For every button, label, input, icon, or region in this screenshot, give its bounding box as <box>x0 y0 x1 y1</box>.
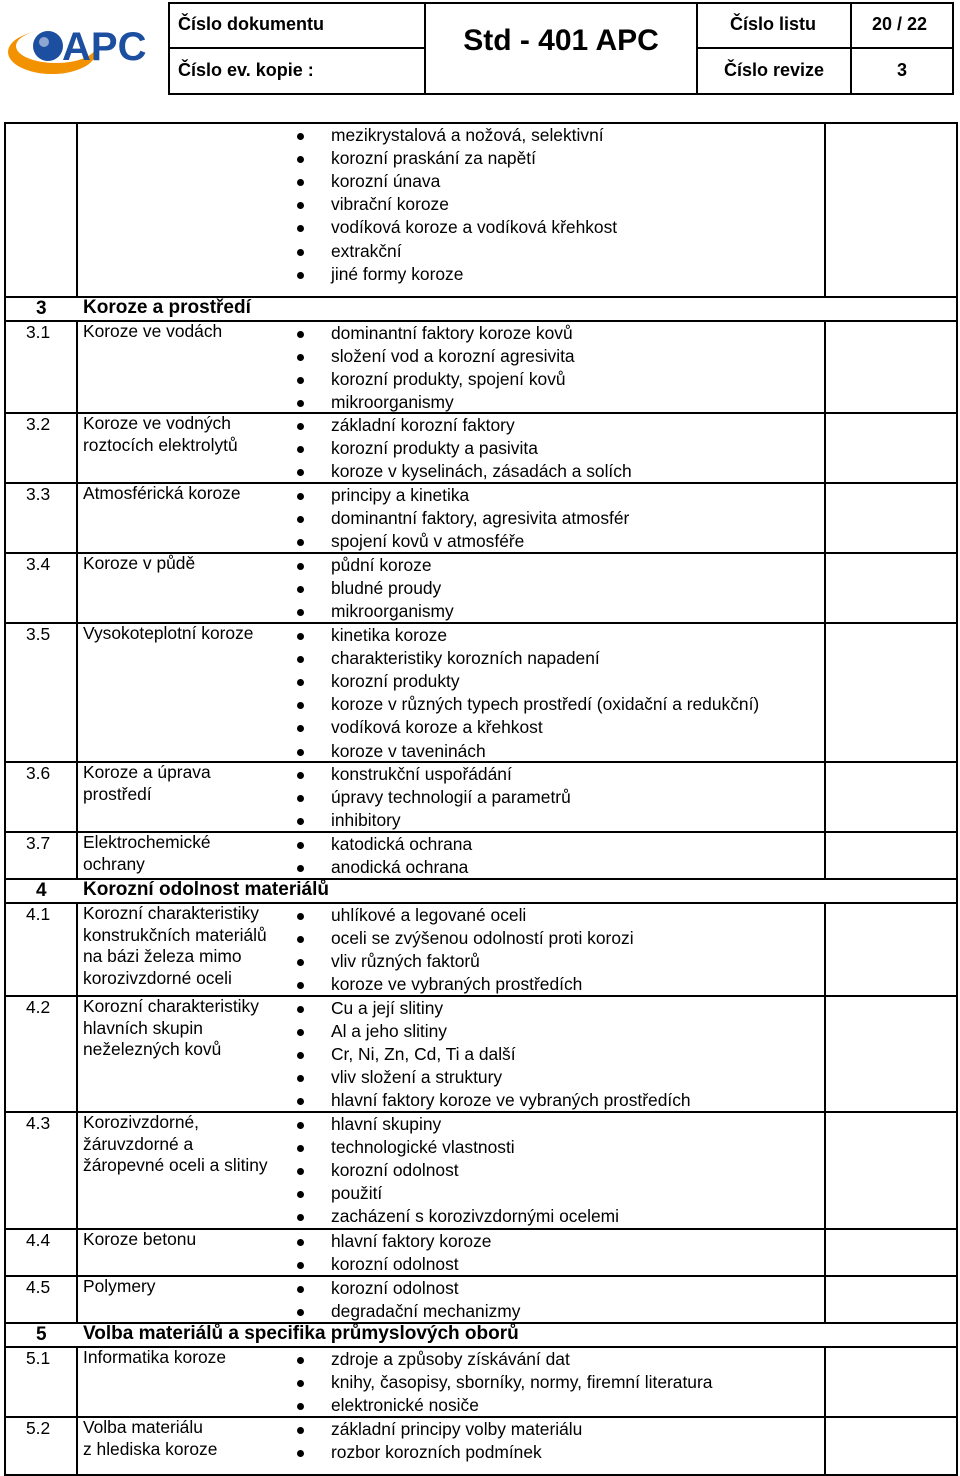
topic-item: bludné proudy <box>331 578 442 599</box>
topic-item: mikroorganismy <box>331 601 454 622</box>
bullet-icon <box>297 446 304 453</box>
topic-number: 4.5 <box>26 1277 51 1297</box>
copy-number-label: Číslo ev. kopie : <box>178 60 314 80</box>
bullet-icon <box>297 842 304 849</box>
topic-item: Cu a její slitiny <box>331 998 444 1018</box>
topic-title: Elektrochemické ochrany <box>83 832 211 874</box>
bullet-icon <box>297 1286 304 1293</box>
bullet-icon <box>297 818 304 825</box>
topic-item: vodíková koroze a vodíková křehkost <box>331 217 618 238</box>
topic-number: 3.2 <box>26 414 51 434</box>
bullet-icon <box>297 1427 304 1434</box>
topic-item: rozbor korozních podmínek <box>331 1442 542 1463</box>
topic-row <box>4 902 958 995</box>
bullet-icon <box>297 1098 304 1105</box>
topic-item: použití <box>331 1183 383 1204</box>
section-heading-row <box>4 296 958 320</box>
topic-item: úpravy technologií a parametrů <box>331 787 571 808</box>
topic-item: konstrukční uspořádání <box>331 764 512 784</box>
topic-item: inhibitory <box>331 810 401 831</box>
sheet-number-label: Číslo listu <box>730 14 817 34</box>
topic-number: 4.1 <box>26 904 51 924</box>
topic-number: 3.3 <box>26 484 51 504</box>
bullet-icon <box>297 749 304 756</box>
topic-row <box>4 1275 958 1322</box>
topic-number: 3.7 <box>26 833 51 853</box>
bullet-icon <box>297 959 304 966</box>
bullet-icon <box>297 202 304 209</box>
bullet-icon <box>297 936 304 943</box>
bullet-icon <box>297 400 304 407</box>
bullet-icon <box>297 133 304 140</box>
topic-number: 5.1 <box>26 1348 51 1368</box>
topic-title: Korozní charakteristiky hlavních skupin neželezných kovů <box>83 996 259 1059</box>
bullet-icon <box>297 656 304 663</box>
bullet-icon <box>297 1075 304 1082</box>
topic-title: Vysokoteplotní koroze <box>83 623 254 643</box>
topic-item: složení vod a korozní agresivita <box>331 346 575 367</box>
topic-item: korozní odolnost <box>331 1254 459 1275</box>
topic-title: Informatika koroze <box>83 1347 227 1367</box>
sheet-number-value: 20 / 22 <box>872 14 928 34</box>
topic-item: zacházení s korozivzdornými ocelemi <box>331 1206 620 1227</box>
topic-number: 3.6 <box>26 763 51 783</box>
topic-title: Atmosférická koroze <box>83 483 241 503</box>
topic-item: korozní produkty a pasivita <box>331 438 538 459</box>
topic-item: zdroje a způsoby získávání dat <box>331 1349 570 1369</box>
bullet-icon <box>297 377 304 384</box>
bullet-icon <box>297 702 304 709</box>
topic-number: 5.2 <box>26 1418 51 1438</box>
topic-item: vodíková koroze a křehkost <box>331 717 543 738</box>
topic-title: Volba materiálu z hlediska koroze <box>83 1417 218 1459</box>
topic-item: oceli se zvýšenou odolností proti korozi <box>331 928 634 949</box>
topic-number: 5 <box>36 1324 47 1345</box>
topic-item: uhlíkové a legované oceli <box>331 905 527 925</box>
topic-title: Polymery <box>83 1276 156 1296</box>
topic-row <box>4 1416 958 1474</box>
bullet-icon <box>297 1239 304 1246</box>
topic-row <box>4 831 958 878</box>
section-title: Koroze a prostředí <box>83 297 251 318</box>
section-title: Korozní odolnost materiálů <box>83 879 329 900</box>
bullet-icon <box>297 354 304 361</box>
bullet-icon <box>297 1380 304 1387</box>
topic-number: 4.3 <box>26 1113 51 1133</box>
topic-row <box>4 320 958 412</box>
topic-item: extrakční <box>331 240 402 261</box>
bullet-icon <box>297 1145 304 1152</box>
bullet-icon <box>297 1191 304 1198</box>
topic-item: katodická ochrana <box>331 834 473 854</box>
topic-item: hlavní skupiny <box>331 1114 442 1134</box>
bullet-icon <box>297 1214 304 1221</box>
bullet-icon <box>297 586 304 593</box>
topic-number: 4.2 <box>26 997 51 1017</box>
bullet-icon <box>297 516 304 523</box>
topic-row <box>4 412 958 482</box>
standard-title: Std - 401 APC <box>463 24 659 57</box>
topic-item: koroze v taveninách <box>331 740 486 761</box>
topic-number: 3.4 <box>26 554 51 574</box>
section-title: Volba materiálů a specifika průmyslových oborů <box>83 1323 519 1344</box>
topic-title: Korozivzdorné, žáruvzdorné a žáropevné oceli a slitiny <box>83 1112 268 1175</box>
bullet-icon <box>297 331 304 338</box>
section-heading-row <box>4 878 958 902</box>
bullet-icon <box>297 633 304 640</box>
topic-item: vliv různých faktorů <box>331 951 480 972</box>
topic-number: 3 <box>36 298 47 319</box>
bullet-icon <box>297 539 304 546</box>
topic-item: knihy, časopisy, sborníky, normy, firemní literatura <box>331 1372 713 1393</box>
topic-item: vibrační koroze <box>331 194 449 215</box>
document-header <box>0 0 960 96</box>
topic-item: koroze ve vybraných prostředích <box>331 974 583 995</box>
topic-number: 4.4 <box>26 1230 51 1250</box>
topic-title: Korozní charakteristiky konstrukčních materiálů na bázi železa mimo korozivzdorné oceli <box>83 903 267 988</box>
topic-row <box>4 122 958 296</box>
bullet-icon <box>297 1262 304 1269</box>
bullet-icon <box>297 156 304 163</box>
topic-item: půdní koroze <box>331 555 432 575</box>
bullet-icon <box>297 679 304 686</box>
topic-item: mezikrystalová a nožová, selektivní <box>331 125 604 145</box>
bullet-icon <box>297 1357 304 1364</box>
topic-item: mikroorganismy <box>331 392 454 413</box>
bullet-icon <box>297 772 304 779</box>
svg-text:APC: APC <box>62 25 147 69</box>
topic-item: vliv složení a struktury <box>331 1067 503 1088</box>
syllabus-table <box>4 122 958 1463</box>
topic-item: dominantní faktory koroze kovů <box>331 323 573 343</box>
topic-item: dominantní faktory, agresivita atmosfér <box>331 508 630 529</box>
topic-title: Koroze betonu <box>83 1229 197 1249</box>
bullet-icon <box>297 1122 304 1129</box>
topic-item: Cr, Ni, Zn, Cd, Ti a další <box>331 1044 516 1065</box>
topic-row <box>4 995 958 1111</box>
topic-row <box>4 622 958 761</box>
topic-item: degradační mechanizmy <box>331 1301 521 1322</box>
revision-label: Číslo revize <box>724 60 825 80</box>
bullet-icon <box>297 1052 304 1059</box>
topic-title: Koroze v půdě <box>83 553 196 573</box>
topic-item: korozní odolnost <box>331 1160 459 1181</box>
topic-number: 3.1 <box>26 322 51 342</box>
topic-item: základní principy volby materiálu <box>331 1419 583 1439</box>
bullet-icon <box>297 469 304 476</box>
topic-row <box>4 1228 958 1275</box>
topic-row <box>4 1111 958 1228</box>
topic-item: spojení kovů v atmosféře <box>331 531 525 552</box>
topic-item: technologické vlastnosti <box>331 1137 515 1158</box>
bullet-icon <box>297 913 304 920</box>
topic-item: charakteristiky korozních napadení <box>331 648 600 669</box>
topic-item: hlavní faktory koroze <box>331 1231 492 1251</box>
topic-item: korozní produkty <box>331 671 460 692</box>
bullet-icon <box>297 725 304 732</box>
topic-row <box>4 1346 958 1416</box>
topic-item: hlavní faktory koroze ve vybraných prostředích <box>331 1090 691 1111</box>
bullet-icon <box>297 179 304 186</box>
topic-title: Koroze ve vodných roztocích elektrolytů <box>83 413 238 455</box>
bullet-icon <box>297 1450 304 1457</box>
topic-item: korozní praskání za napětí <box>331 148 536 169</box>
bullet-icon <box>297 563 304 570</box>
topic-item: korozní produkty, spojení kovů <box>331 369 566 390</box>
bullet-icon <box>297 795 304 802</box>
topic-row <box>4 761 958 831</box>
topic-item: anodická ochrana <box>331 857 469 878</box>
bullet-icon <box>297 865 304 872</box>
revision-value: 3 <box>897 60 908 80</box>
topic-row <box>4 482 958 552</box>
topic-item: koroze v kyselinách, zásadách a solích <box>331 461 632 482</box>
topic-item: jiné formy koroze <box>331 263 464 284</box>
topic-title: Koroze ve vodách <box>83 321 223 341</box>
topic-number: 3.5 <box>26 624 51 644</box>
doc-number-label: Číslo dokumentu <box>178 14 325 34</box>
bullet-icon <box>297 249 304 256</box>
bullet-icon <box>297 609 304 616</box>
bullet-icon <box>297 1309 304 1316</box>
topic-item: principy a kinetika <box>331 485 470 505</box>
topic-row <box>4 552 958 622</box>
bullet-icon <box>297 1403 304 1410</box>
topic-item: korozní únava <box>331 171 441 192</box>
bullet-icon <box>297 423 304 430</box>
topic-item: koroze v různých typech prostředí (oxidační a redukční) <box>331 694 760 715</box>
topic-item: kinetika koroze <box>331 625 447 645</box>
bullet-icon <box>297 1168 304 1175</box>
topic-title: Koroze a úprava prostředí <box>83 762 211 804</box>
bullet-icon <box>297 225 304 232</box>
topic-item: základní korozní faktory <box>331 415 515 435</box>
apc-logo <box>4 8 164 80</box>
bullet-icon <box>297 1006 304 1013</box>
topic-item: korozní odolnost <box>331 1278 459 1298</box>
bullet-icon <box>297 272 304 279</box>
topic-item: Al a jeho slitiny <box>331 1021 447 1042</box>
bullet-icon <box>297 493 304 500</box>
section-heading-row <box>4 1322 958 1346</box>
bullet-icon <box>297 1029 304 1036</box>
bullet-icon <box>297 982 304 989</box>
topic-number: 4 <box>36 880 47 901</box>
topic-item: elektronické nosiče <box>331 1395 479 1416</box>
